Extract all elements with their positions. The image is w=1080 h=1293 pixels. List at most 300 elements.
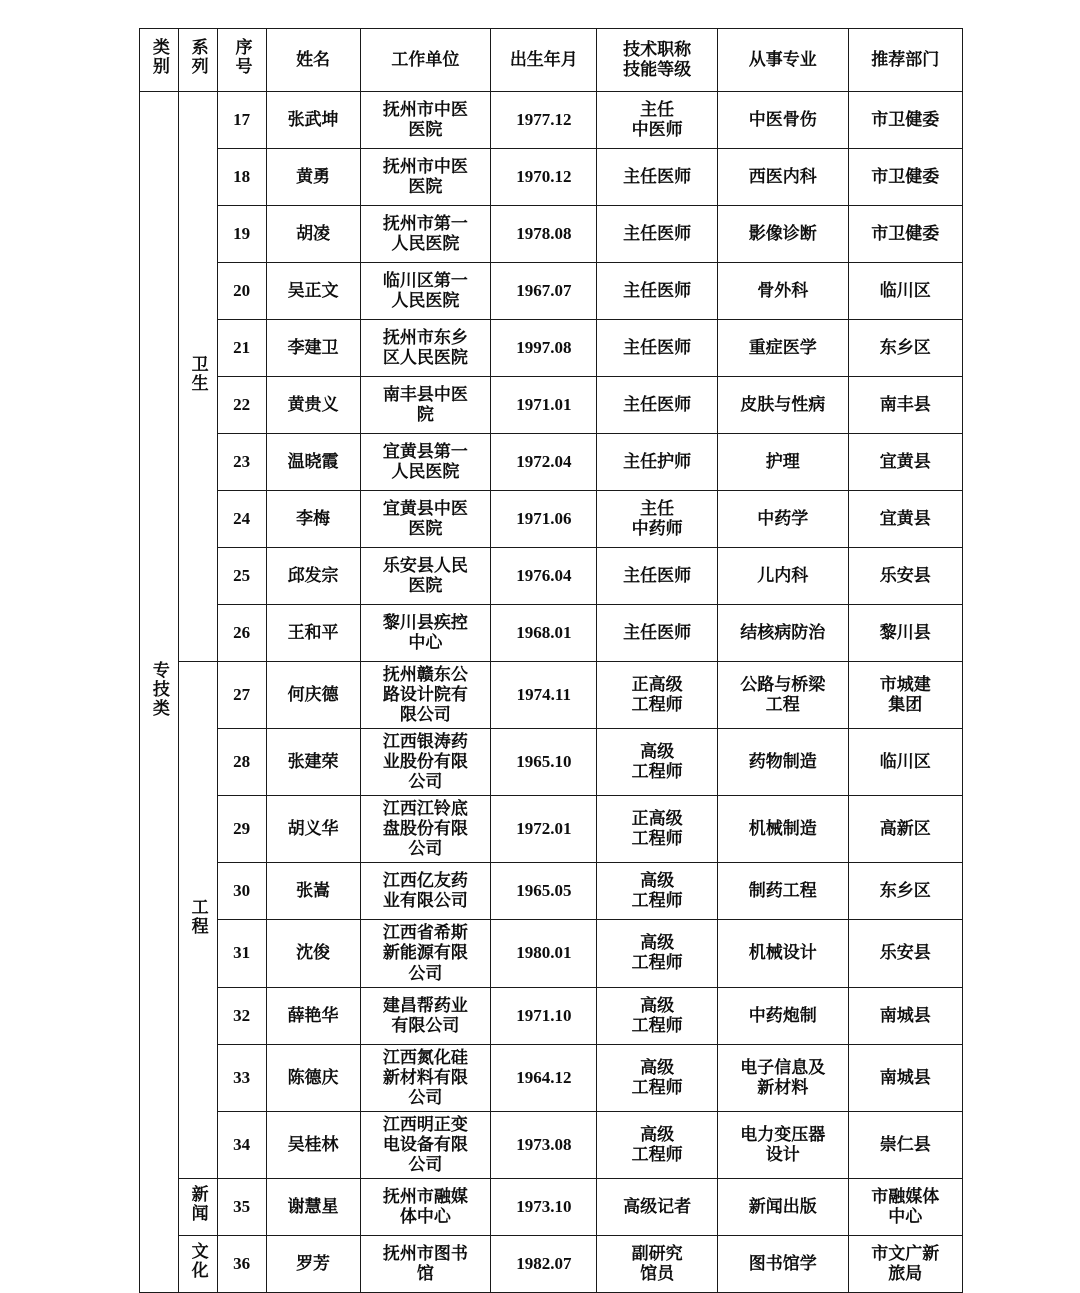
cell-line: 副研究 (631, 1243, 683, 1263)
header-category: 类别 (140, 29, 179, 92)
cell-line: 业股份有限 (382, 752, 468, 772)
cell-line: 宜黄县 (879, 451, 931, 471)
cell-unit (360, 1111, 491, 1178)
cell-title (597, 729, 717, 796)
cell-line: 临川区 (879, 280, 931, 300)
cell-line: 馆员 (640, 1263, 675, 1283)
cell-title (597, 662, 717, 729)
cell-line: 护理 (765, 451, 800, 471)
cell-line: 江西银涛药 (382, 732, 468, 752)
cell-major (717, 987, 848, 1044)
cell-major (717, 920, 848, 987)
cell-line: 院 (416, 405, 434, 424)
table-row (140, 987, 963, 1044)
cell-name: 胡义华 (266, 796, 360, 863)
cell-line: 建昌帮药业 (382, 995, 468, 1015)
cell-line: 抚州市中医 (382, 99, 468, 119)
cell-unit (360, 1178, 491, 1235)
cell-major (717, 1111, 848, 1178)
cell-title (597, 206, 717, 263)
table-header (140, 29, 963, 92)
cell-birth: 1976.04 (491, 548, 597, 605)
table-row (140, 729, 963, 796)
cell-unit (360, 434, 491, 491)
table-row (140, 320, 963, 377)
cell-line: 主任医师 (623, 166, 692, 186)
cell-line: 江西明正变 (382, 1114, 468, 1134)
header-birth: 出生年月 (491, 29, 597, 92)
cell-line: 电力变压器 (740, 1124, 826, 1144)
cell-unit (360, 987, 491, 1044)
header-number: 序号 (217, 29, 266, 92)
cell-line: 南城县 (879, 1067, 931, 1087)
cell-line: 工程师 (631, 1077, 683, 1097)
cell-name: 张建荣 (266, 729, 360, 796)
cell-dept (848, 662, 962, 729)
cell-major (717, 796, 848, 863)
cell-birth: 1978.08 (491, 206, 597, 263)
cell-number: 27 (217, 662, 266, 729)
cell-line: 公司 (408, 1154, 443, 1174)
cell-line: 江西亿友药 (382, 871, 468, 891)
cell-number: 21 (217, 320, 266, 377)
cell-unit (360, 1235, 491, 1292)
table-row (140, 491, 963, 548)
cell-line: 主任医师 (623, 223, 692, 243)
cell-line: 机械制造 (748, 819, 817, 839)
cell-major (717, 263, 848, 320)
cell-line: 公司 (408, 772, 443, 792)
cell-line: 皮肤与性病 (740, 394, 826, 414)
cell-series (178, 662, 217, 1179)
cell-line: 主任医师 (623, 280, 692, 300)
cell-title (597, 434, 717, 491)
cell-line: 主任 (640, 498, 675, 518)
cell-line: 抚州市东乡 (382, 327, 468, 347)
cell-dept (848, 1178, 962, 1235)
table-row (140, 434, 963, 491)
cell-line: 儿内科 (757, 565, 809, 585)
cell-unit (360, 920, 491, 987)
cell-dept (848, 263, 962, 320)
header-row (140, 29, 963, 92)
cell-line: 高级 (640, 1124, 675, 1144)
cell-number: 17 (217, 92, 266, 149)
cell-number: 29 (217, 796, 266, 863)
series-label: 文化 (188, 1242, 208, 1281)
cell-dept (848, 920, 962, 987)
cell-line: 公司 (408, 1087, 443, 1107)
cell-name: 温晓霞 (266, 434, 360, 491)
cell-line: 东乡区 (879, 881, 931, 901)
cell-major (717, 863, 848, 920)
table-row (140, 377, 963, 434)
cell-birth: 1965.05 (491, 863, 597, 920)
cell-dept (848, 320, 962, 377)
cell-line: 高级 (640, 871, 675, 891)
cell-line: 结核病防治 (740, 622, 826, 642)
cell-line: 主任 (640, 99, 675, 119)
cell-line: 工程师 (631, 695, 683, 715)
cell-unit (360, 377, 491, 434)
table-row (140, 206, 963, 263)
cell-line: 临川区第一 (382, 270, 468, 290)
cell-birth: 1973.10 (491, 1178, 597, 1235)
cell-line: 公路与桥梁 (740, 675, 826, 695)
cell-line: 抚州赣东公 (382, 665, 468, 684)
cell-line: 抚州市第一 (382, 213, 468, 233)
cell-line: 影像诊断 (748, 223, 817, 243)
cell-name: 罗芳 (266, 1235, 360, 1292)
cell-dept (848, 796, 962, 863)
cell-title (597, 263, 717, 320)
cell-line: 人民医院 (391, 291, 460, 310)
cell-birth: 1971.10 (491, 987, 597, 1044)
cell-title (597, 491, 717, 548)
table-row (140, 863, 963, 920)
header-name: 姓名 (266, 29, 360, 92)
cell-unit (360, 605, 491, 662)
cell-number: 34 (217, 1111, 266, 1178)
cell-title (597, 1111, 717, 1178)
cell-number: 33 (217, 1044, 266, 1111)
cell-line: 中医师 (631, 120, 683, 139)
cell-name: 谢慧星 (266, 1178, 360, 1235)
table-row (140, 920, 963, 987)
cell-line: 市文广新 (871, 1243, 940, 1263)
cell-line: 集团 (888, 695, 923, 715)
cell-dept (848, 377, 962, 434)
cell-line: 东乡区 (879, 337, 931, 357)
cell-line: 盘股份有限 (382, 819, 468, 839)
cell-line: 高级 (640, 742, 675, 762)
table-row (140, 605, 963, 662)
cell-number: 24 (217, 491, 266, 548)
cell-name: 张嵩 (266, 863, 360, 920)
cell-unit (360, 92, 491, 149)
header-dept: 推荐部门 (848, 29, 962, 92)
cell-title (597, 920, 717, 987)
cell-line: 中医骨伤 (748, 109, 817, 129)
cell-unit (360, 662, 491, 729)
cell-unit (360, 863, 491, 920)
cell-name: 王和平 (266, 605, 360, 662)
cell-line: 路设计院有 (382, 685, 468, 705)
cell-line: 崇仁县 (879, 1134, 931, 1154)
cell-number: 26 (217, 605, 266, 662)
cell-line: 新材料有限 (382, 1067, 468, 1087)
cell-line: 工程师 (631, 829, 683, 849)
cell-title (597, 548, 717, 605)
cell-birth: 1968.01 (491, 605, 597, 662)
cell-line: 中心 (408, 633, 443, 652)
cell-major (717, 434, 848, 491)
cell-line: 工程师 (631, 1015, 683, 1035)
cell-unit (360, 320, 491, 377)
cell-line: 黎川县疾控 (382, 612, 468, 632)
cell-number: 28 (217, 729, 266, 796)
cell-birth: 1974.11 (491, 662, 597, 729)
cell-major (717, 1235, 848, 1292)
category-label: 专技类 (149, 660, 169, 718)
cell-dept (848, 729, 962, 796)
cell-line: 江西氮化硅 (382, 1047, 468, 1067)
cell-line: 临川区 (879, 752, 931, 772)
cell-line: 工程师 (631, 953, 683, 973)
cell-birth: 1972.04 (491, 434, 597, 491)
cell-major (717, 206, 848, 263)
cell-name: 张武坤 (266, 92, 360, 149)
cell-line: 高级 (640, 933, 675, 953)
cell-number: 30 (217, 863, 266, 920)
cell-number: 36 (217, 1235, 266, 1292)
table-row (140, 796, 963, 863)
cell-number: 18 (217, 149, 266, 206)
cell-dept (848, 92, 962, 149)
cell-line: 高新区 (879, 819, 931, 839)
cell-line: 中药学 (757, 508, 809, 528)
cell-line: 医院 (408, 177, 443, 196)
cell-dept (848, 434, 962, 491)
cell-line: 抚州市图书 (382, 1243, 468, 1263)
cell-major (717, 149, 848, 206)
cell-title (597, 377, 717, 434)
cell-line: 机械设计 (748, 943, 817, 963)
cell-title (597, 605, 717, 662)
cell-series (178, 1178, 217, 1235)
cell-number: 19 (217, 206, 266, 263)
cell-series (178, 92, 217, 662)
cell-name: 薛艳华 (266, 987, 360, 1044)
cell-unit (360, 548, 491, 605)
cell-dept (848, 1235, 962, 1292)
cell-name: 胡凌 (266, 206, 360, 263)
cell-line: 市城建 (879, 675, 931, 695)
cell-line: 南丰县中医 (382, 384, 468, 404)
cell-line: 市融媒体 (871, 1186, 940, 1206)
cell-line: 馆 (416, 1263, 434, 1283)
cell-name: 何庆德 (266, 662, 360, 729)
cell-birth: 1977.12 (491, 92, 597, 149)
cell-line: 中心 (888, 1206, 923, 1226)
cell-line: 江西省希斯 (382, 923, 468, 943)
cell-line: 黎川县 (879, 622, 931, 642)
header-major: 从事专业 (717, 29, 848, 92)
cell-dept (848, 149, 962, 206)
cell-line: 公司 (408, 963, 443, 983)
cell-line: 乐安县 (879, 565, 931, 585)
cell-dept (848, 548, 962, 605)
table-row (140, 92, 963, 149)
cell-major (717, 92, 848, 149)
cell-birth: 1982.07 (491, 1235, 597, 1292)
cell-major (717, 1178, 848, 1235)
cell-number: 31 (217, 920, 266, 987)
cell-title (597, 1235, 717, 1292)
cell-line: 市卫健委 (871, 166, 940, 186)
cell-major (717, 662, 848, 729)
cell-line: 中药师 (631, 519, 683, 538)
table-row (140, 1111, 963, 1178)
cell-line: 中药炮制 (748, 1005, 817, 1025)
header-title: 技术职称 技能等级 (597, 29, 717, 92)
cell-line: 高级 (640, 1057, 675, 1077)
cell-number: 32 (217, 987, 266, 1044)
cell-line: 宜黄县第一 (382, 441, 468, 461)
cell-dept (848, 1111, 962, 1178)
cell-line: 宜黄县 (879, 508, 931, 528)
cell-major (717, 605, 848, 662)
cell-line: 图书馆学 (748, 1253, 817, 1273)
cell-line: 药物制造 (748, 752, 817, 772)
cell-line: 工程师 (631, 762, 683, 782)
cell-number: 25 (217, 548, 266, 605)
cell-line: 抚州市融媒 (382, 1186, 468, 1206)
cell-major (717, 377, 848, 434)
cell-birth: 1970.12 (491, 149, 597, 206)
cell-line: 主任医师 (623, 394, 692, 414)
cell-line: 江西江铃底 (382, 799, 468, 819)
cell-line: 设计 (765, 1144, 800, 1164)
cell-line: 有限公司 (391, 1015, 460, 1035)
table-row (140, 263, 963, 320)
cell-line: 公司 (408, 839, 443, 859)
cell-unit (360, 149, 491, 206)
cell-birth: 1980.01 (491, 920, 597, 987)
cell-birth: 1971.06 (491, 491, 597, 548)
cell-title (597, 92, 717, 149)
cell-unit (360, 206, 491, 263)
cell-number: 23 (217, 434, 266, 491)
cell-line: 市卫健委 (871, 223, 940, 243)
cell-line: 新闻出版 (748, 1196, 817, 1216)
cell-title (597, 1178, 717, 1235)
cell-line: 主任医师 (623, 622, 692, 642)
cell-dept (848, 863, 962, 920)
cell-line: 正高级 (631, 675, 683, 695)
cell-line: 重症医学 (748, 337, 817, 357)
cell-title (597, 1044, 717, 1111)
cell-line: 人民医院 (391, 234, 460, 253)
table-row (140, 548, 963, 605)
cell-birth: 1971.01 (491, 377, 597, 434)
cell-line: 旅局 (888, 1263, 923, 1283)
cell-line: 主任医师 (623, 565, 692, 585)
cell-line: 正高级 (631, 809, 683, 829)
cell-line: 宜黄县中医 (382, 498, 468, 518)
table-row (140, 1044, 963, 1111)
cell-name: 陈德庆 (266, 1044, 360, 1111)
cell-major (717, 320, 848, 377)
series-label: 卫生 (188, 354, 208, 393)
cell-series (178, 1235, 217, 1292)
cell-major (717, 729, 848, 796)
cell-title (597, 796, 717, 863)
cell-line: 人民医院 (391, 462, 460, 481)
cell-dept (848, 987, 962, 1044)
cell-category (140, 92, 179, 1293)
cell-birth: 1964.12 (491, 1044, 597, 1111)
cell-line: 区人民医院 (382, 348, 468, 367)
cell-line: 高级 (640, 995, 675, 1015)
cell-major (717, 1044, 848, 1111)
cell-line: 高级记者 (623, 1196, 692, 1216)
cell-line: 医院 (408, 120, 443, 139)
cell-line: 电设备有限 (382, 1134, 468, 1154)
candidate-table (139, 28, 963, 1293)
cell-line: 电子信息及 (740, 1057, 826, 1077)
cell-unit (360, 729, 491, 796)
cell-title (597, 149, 717, 206)
cell-line: 限公司 (399, 705, 451, 725)
cell-line: 市卫健委 (871, 109, 940, 129)
cell-unit (360, 491, 491, 548)
cell-title (597, 320, 717, 377)
cell-line: 南丰县 (879, 394, 931, 414)
cell-line: 体中心 (399, 1206, 451, 1226)
cell-dept (848, 1044, 962, 1111)
table-row (140, 1178, 963, 1235)
series-label: 新闻 (188, 1185, 208, 1224)
cell-line: 工程师 (631, 891, 683, 911)
cell-birth: 1965.10 (491, 729, 597, 796)
cell-line: 主任护师 (623, 451, 692, 471)
cell-line: 乐安县人民 (382, 555, 468, 575)
cell-number: 20 (217, 263, 266, 320)
cell-line: 骨外科 (757, 280, 809, 300)
cell-line: 业有限公司 (382, 891, 468, 911)
cell-name: 邱发宗 (266, 548, 360, 605)
cell-dept (848, 206, 962, 263)
cell-name: 李建卫 (266, 320, 360, 377)
cell-number: 22 (217, 377, 266, 434)
cell-line: 医院 (408, 576, 443, 595)
cell-title (597, 987, 717, 1044)
table-container (139, 28, 963, 1293)
table-row (140, 149, 963, 206)
table-row (140, 1235, 963, 1292)
cell-title (597, 863, 717, 920)
cell-birth: 1967.07 (491, 263, 597, 320)
cell-major (717, 548, 848, 605)
cell-line: 抚州市中医 (382, 156, 468, 176)
cell-birth: 1972.01 (491, 796, 597, 863)
cell-line: 新能源有限 (382, 943, 468, 963)
cell-birth: 1997.08 (491, 320, 597, 377)
cell-line: 医院 (408, 519, 443, 538)
cell-name: 吴桂林 (266, 1111, 360, 1178)
table-body (140, 92, 963, 1293)
table-row (140, 662, 963, 729)
cell-unit (360, 1044, 491, 1111)
cell-name: 沈俊 (266, 920, 360, 987)
cell-name: 黄贵义 (266, 377, 360, 434)
cell-name: 黄勇 (266, 149, 360, 206)
cell-name: 李梅 (266, 491, 360, 548)
cell-line: 工程师 (631, 1144, 683, 1164)
series-label: 工程 (188, 898, 208, 937)
cell-unit (360, 796, 491, 863)
cell-line: 西医内科 (748, 166, 817, 186)
header-series: 系列 (178, 29, 217, 92)
cell-dept (848, 605, 962, 662)
cell-line: 南城县 (879, 1005, 931, 1025)
header-unit: 工作单位 (360, 29, 491, 92)
cell-line: 制药工程 (748, 881, 817, 901)
cell-name: 吴正文 (266, 263, 360, 320)
cell-major (717, 491, 848, 548)
cell-line: 主任医师 (623, 337, 692, 357)
